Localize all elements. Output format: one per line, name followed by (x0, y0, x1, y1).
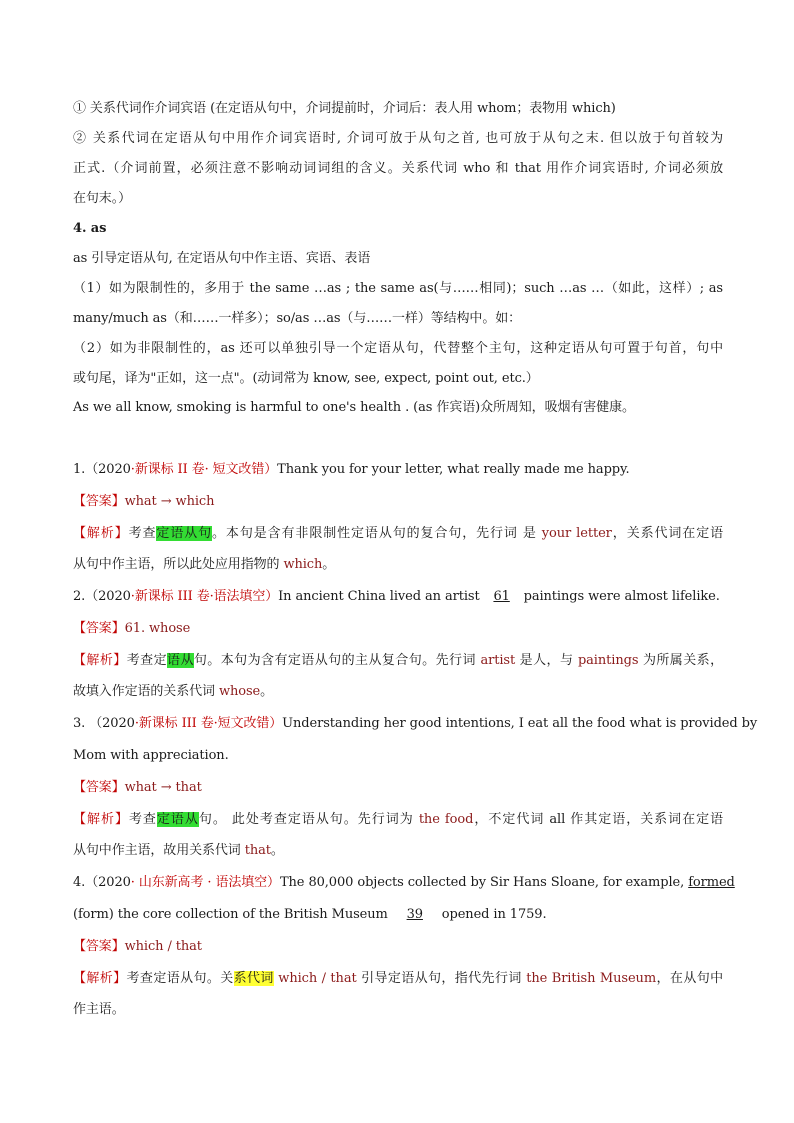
question-4-stem: 4.（2020· 山东新高考 · 语法填空）The 80,000 objects collected by Sir Hans Sloane, for example, formed (73, 873, 723, 893)
question-4-explanation: 【解析】考查定语从句。关系代词 which / that 引导定语从句，指代先行词 the British Museum，在从句中 (73, 971, 723, 986)
question-2-explanation: 【解析】考查定语从句。本句为含有定语从句的主从复合句。先行词 artist 是人，与 paintings 为所属关系， (73, 653, 723, 668)
as-line-2: （1）如为限制性的，多用于 the same …as ; the same as(与……相同)；such …as …（如此，这样）; as (73, 281, 723, 296)
rule-line-4: 在句末。） (73, 191, 132, 206)
as-example: As we all know, smoking is harmful to one's health . (as 作宾语)众所周知，吸烟有害健康。 (73, 400, 635, 415)
question-4-stem-cont: (form) the core collection of the British Museum 39 opened in 1759. (73, 905, 723, 925)
as-line-5: 或句尾，译为"正如，这一点"。(动词常为 know, see, expect, point out, etc.） (73, 371, 539, 386)
rule-line-1: ① 关系代词作介词宾语 (在定语从句中，介词提前时，介词后：表人用 whom；表物用 which) (73, 101, 616, 116)
question-2-answer: 【答案】61. whose (73, 621, 191, 636)
question-3-explanation: 【解析】考查定语从句。 此处考查定语从句。先行词为 the food，不定代词 all 作其定语，关系词在定语 (73, 812, 723, 827)
question-3-stem: 3. （2020·新课标 III 卷·短文改错）Understanding her good intentions, I eat all the food what is provided by (73, 716, 758, 731)
answer-blank-61: 61 (493, 589, 510, 604)
section-heading-as: 4. as (73, 221, 107, 236)
rule-line-2: ② 关系代词在定语从句中用作介词宾语时, 介词可放于从句之首, 也可放于从句之末. 但以放于句首较为 (73, 131, 723, 146)
answer-blank-formed: formed (688, 875, 735, 890)
question-4-explanation-cont: 作主语。 (73, 1002, 125, 1017)
answer-blank-39: 39 (406, 907, 423, 922)
as-line-4: （2）如为非限制性的，as 还可以单独引导一个定语从句，代替整个主句，这种定语从句可置于句首，句中 (73, 341, 723, 356)
question-2-explanation-cont: 故填入作定语的关系代词 whose。 (73, 684, 274, 699)
as-line-1: as 引导定语从句, 在定语从句中作主语、宾语、表语 (73, 251, 371, 266)
as-line-3: many/much as（和……一样多）；so/as …as（与……一样）等结构中。如： (73, 311, 522, 326)
question-2-stem: 2.（2020·新课标 III 卷·语法填空）In ancient China lived an artist 61 paintings were almost lifelike. (73, 587, 723, 607)
question-1-stem: 1.（2020·新课标 II 卷· 短文改错）Thank you for your letter, what really made me happy. (73, 462, 630, 477)
question-1-answer: 【答案】what → which (73, 494, 215, 509)
question-1-explanation-cont: 从句中作主语，所以此处应用指物的 which。 (73, 557, 336, 572)
question-4-answer: 【答案】which / that (73, 939, 202, 954)
question-3-stem-cont: Mom with appreciation. (73, 748, 229, 763)
question-3-answer: 【答案】what → that (73, 780, 202, 795)
question-1-explanation: 【解析】考查定语从句。本句是含有非限制性定语从句的复合句，先行词 是 your letter，关系代词在定语 (73, 526, 723, 541)
question-3-explanation-cont: 从句中作主语，故用关系代词 that。 (73, 843, 284, 858)
rule-line-3: 正式.（介词前置，必须注意不影响动词词组的含义。关系代词 who 和 that 用作介词宾语时, 介词必须放 (73, 161, 723, 176)
